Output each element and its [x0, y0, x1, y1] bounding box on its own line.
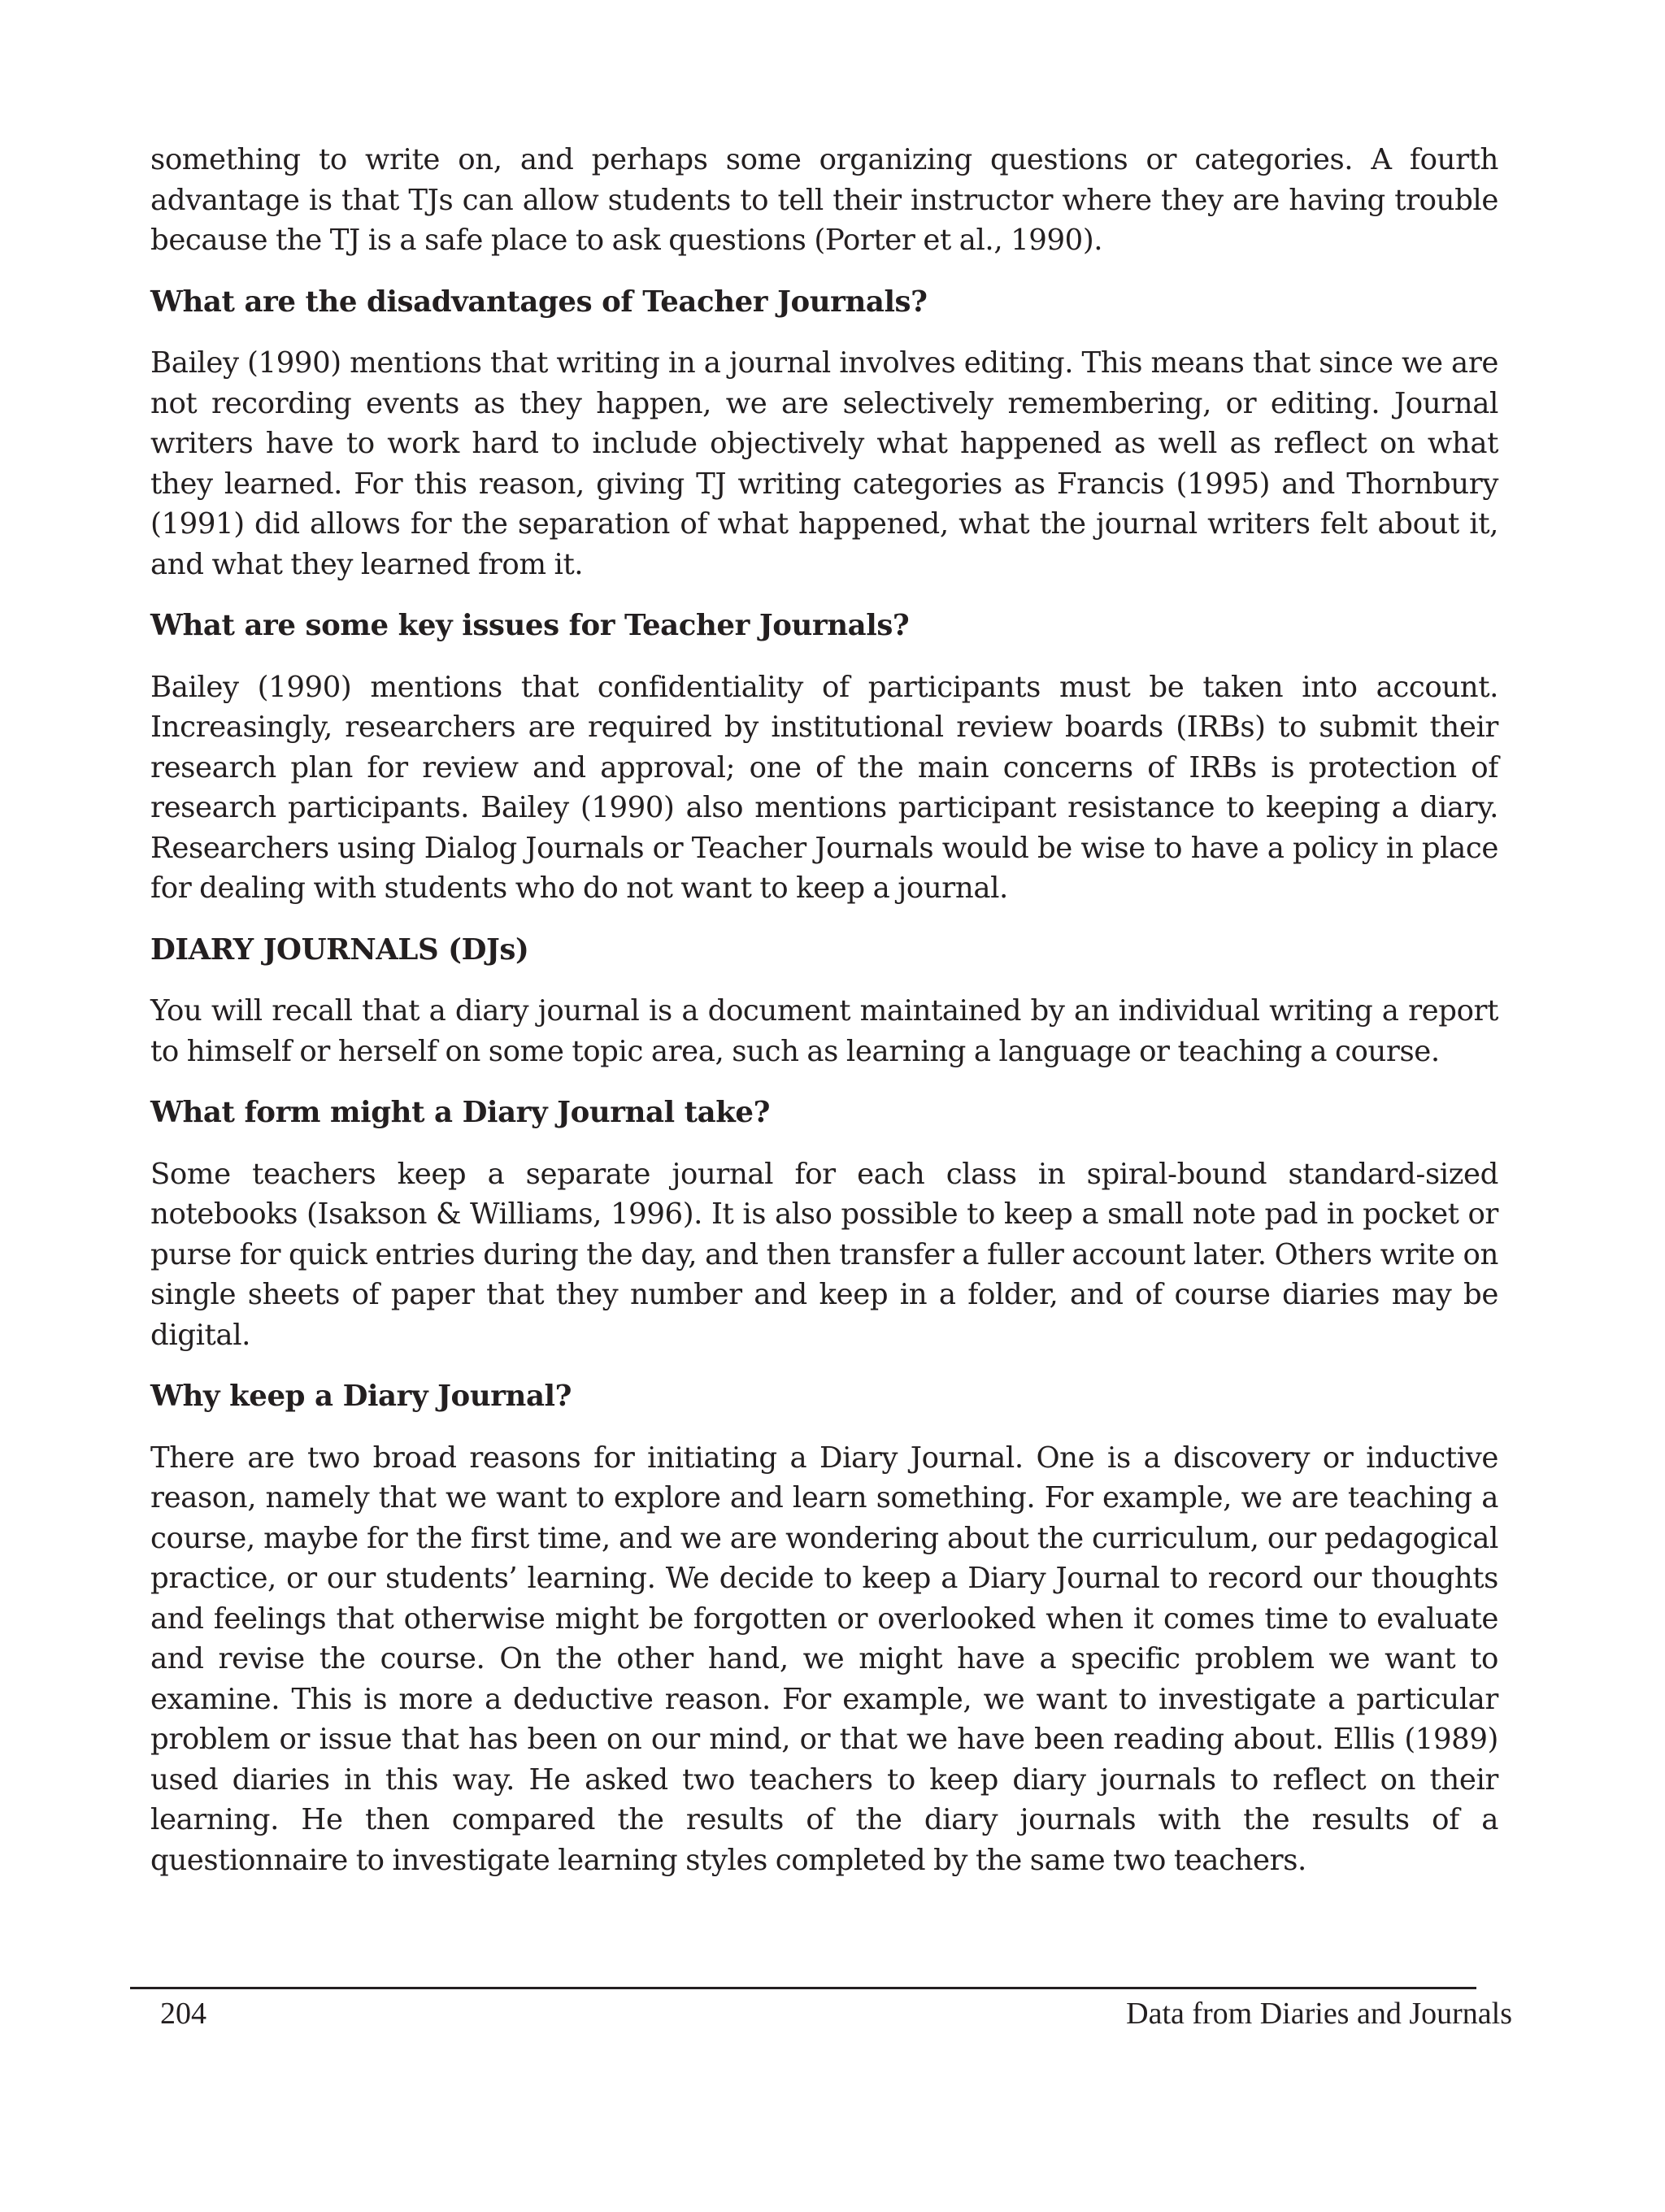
- paragraph-tj-advantages: something to write on, and perhaps some organizing questions or categories. A fourth advantage is that TJs can allow students to tell their instructor where they are having trouble because the TJ is a safe place to ask questions (Porter et al., 1990).: [150, 143, 1498, 257]
- heading-tj-key-issues: What are some key issues for Teacher Journals?: [150, 609, 910, 642]
- footer-divider: [130, 1987, 1476, 1989]
- page-body: [150, 140, 1498, 1901]
- running-title: Data from Diaries and Journals: [1126, 1997, 1512, 2031]
- heading-diary-journals: DIARY JOURNALS (DJs): [150, 932, 529, 967]
- paragraph-tj-key-issues: Bailey (1990) mentions that confidentiality of participants must be taken into account. Increasingly, researchers are required by institutional review boards (IRBs) to submit their research plan for review and approval; one of the main concerns of IRBs is protection of research participants. Bailey (1990) also mentions participant resistance to keeping a diary. Researchers using Dialog Journals or Teacher Journals would be wise to have a policy in place for dealing with students who do not want to keep a journal.: [150, 670, 1498, 905]
- paragraph-dj-form: Some teachers keep a separate journal for each class in spiral-bound standard-sized notebooks (Isakson & Williams, 1996). It is also possible to keep a small note pad in pocket or purse for quick entries during the day, and then transfer a fuller account later. Others write on single sheets of paper that they number and keep in a folder, and of course diaries may be digital.: [150, 1157, 1498, 1352]
- heading-why-dj: Why keep a Diary Journal?: [150, 1380, 572, 1413]
- heading-tj-disadvantages: What are the disadvantages of Teacher Journals?: [150, 285, 928, 319]
- page-number: 204: [160, 1997, 206, 2031]
- paragraph-why-dj: There are two broad reasons for initiating a Diary Journal. One is a discovery or inductive reason, namely that we want to explore and learn something. For example, we are teaching a course, maybe for the first time, and we are wondering about the curriculum, our pedagogical practice, or our students’ learning. We decide to keep a Diary Journal to record our thoughts and feelings that otherwise might be forgotten or overlooked when it comes time to evaluate and revise the course. On the other hand, we might have a specific problem we want to examine. This is more a deductive reason. For example, we want to investigate a particular problem or issue that has been on our mind, or that we have been reading about. Ellis (1989) used diaries in this way. He asked two teachers to keep diary journals to reflect on their learning. He then compared the results of the diary journals with the results of a questionnaire to investigate learning styles completed by the same two teachers.: [150, 1441, 1498, 1877]
- paragraph-dj-definition: You will recall that a diary journal is a document maintained by an individual writing a report to himself or herself on some topic area, such as learning a language or teaching a course.: [150, 994, 1498, 1068]
- paragraph-tj-disadvantages: Bailey (1990) mentions that writing in a journal involves editing. This means that since we are not recording events as they happen, we are selectively remembering, or editing. Journal writers have to work hard to include objectively what happened as well as reflect on what they learned. For this reason, giving TJ writing categories as Francis (1995) and Thornbury (1991) did allows for the separation of what happened, what the journal writers felt about it, and what they learned from it.: [150, 346, 1498, 581]
- heading-dj-form: What form might a Diary Journal take?: [150, 1096, 771, 1129]
